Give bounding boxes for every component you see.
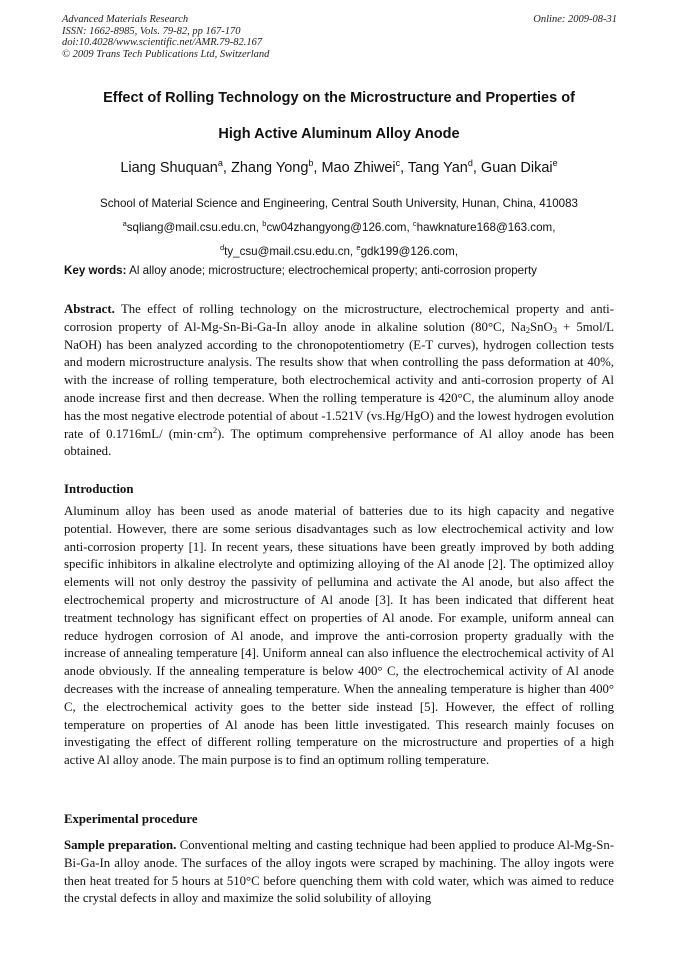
experimental-heading: Experimental procedure xyxy=(64,812,198,826)
email-e[interactable]: gdk199@126.com, xyxy=(360,245,459,258)
email-mark-a: a xyxy=(122,219,127,228)
abstract-paragraph xyxy=(64,301,614,461)
abstract-text-4: ). The optimum comprehensive performance of Al alloy anode has been obtained. xyxy=(64,426,614,459)
sample-preparation-paragraph xyxy=(64,837,614,908)
author-mark: b xyxy=(308,158,314,168)
email-d[interactable]: ty_csu@mail.csu.edu.cn, xyxy=(224,245,357,258)
author-name: Tang Yan xyxy=(407,160,468,176)
online-date: Online: 2009-08-31 xyxy=(533,14,617,25)
abstract-text-1: The effect of rolling technology on the microstructure, electrochemical property and anti-corrosion property of Al-Mg-Sn-Bi-Ga-In alloy anode in alkaline solution (80°C, Na xyxy=(64,302,614,334)
email-line-1 xyxy=(40,221,638,234)
author-separator: , xyxy=(400,160,408,176)
author-mark: d xyxy=(467,158,473,168)
author-name: Zhang Yong xyxy=(230,160,309,176)
email-line-2 xyxy=(40,245,638,258)
doi-line[interactable]: doi:10.4028/www.scientific.net/AMR.79-82.167 xyxy=(62,37,263,48)
copyright-line: © 2009 Trans Tech Publications Ltd, Switzerland xyxy=(62,48,270,60)
keywords-text: Al alloy anode; microstructure; electrochemical property; anti-corrosion property xyxy=(126,264,537,277)
email-a[interactable]: sqliang@mail.csu.edu.cn, xyxy=(126,221,263,234)
author-separator: , xyxy=(472,160,481,176)
journal-header xyxy=(62,14,617,60)
abstract-label: Abstract. xyxy=(64,302,115,316)
email-b[interactable]: cw04zhangyong@126.com, xyxy=(266,221,413,234)
journal-name: Advanced Materials Research xyxy=(62,14,189,25)
abstract-text-3: + 5mol/L NaOH) has been analyzed according to the chronopotentiometry (E-T curves), hydrogen collection tests and modern microstructure analysis. The results show that when controlling the pass deformation at 40%, with the increase of rolling temperature, both electrochemical activity and anti-corrosion property of Al anode increase first and then decrease. When the rolling temperature is 420°C, the aluminum alloy anode has the most negative electrode potential of about -1.521V (vs.Hg/HgO) and the lowest hydrogen evolution rate of 0.1716mL/ (min·cm xyxy=(64,319,615,441)
introduction-heading: Introduction xyxy=(64,482,134,496)
abstract-subscript-1: 2 xyxy=(525,324,531,335)
author-name: Liang Shuquan xyxy=(120,160,218,176)
author-separator: , xyxy=(313,160,322,176)
sample-preparation-text: Conventional melting and casting technique had been applied to produce Al-Mg-Sn-Bi-Ga-In alloy anode. The surfaces of the alloy ingots were scraped by machining. The alloy ingots were then heat treated for 5 hours at 510°C before quenching them with cold water, which was aimed to reduce the crystal defects in alloy and maximize the solid solubility of alloying xyxy=(64,838,614,906)
keywords-line xyxy=(64,264,619,277)
abstract-subscript-2: 3 xyxy=(552,324,558,335)
abstract-text-2: SnO xyxy=(530,319,553,334)
keywords-label: Key words: xyxy=(64,264,127,277)
email-mark-d: d xyxy=(219,243,225,252)
author-mark: c xyxy=(395,158,401,168)
author-name: Guan Dikai xyxy=(480,160,553,176)
author-mark: e xyxy=(552,158,558,168)
paper-title-line-1: Effect of Rolling Technology on the Microstructure and Properties of xyxy=(103,90,575,106)
author-mark: a xyxy=(217,158,223,168)
email-mark-b: b xyxy=(262,219,267,228)
author-name: Mao Zhiwei xyxy=(321,160,396,176)
affiliation: School of Material Science and Engineering, Central South University, Hunan, China, 410083 xyxy=(100,197,578,210)
paper-title-line-2: High Active Aluminum Alloy Anode xyxy=(218,126,460,142)
author-list xyxy=(40,160,638,176)
sample-preparation-label: Sample preparation. xyxy=(64,838,177,852)
email-mark-c: c xyxy=(412,219,417,228)
issn-line: ISSN: 1662-8985, Vols. 79-82, pp 167-170 xyxy=(62,25,241,37)
author-separator: , xyxy=(222,160,231,176)
email-mark-e: e xyxy=(356,243,361,252)
email-c[interactable]: hawknature168@163.com, xyxy=(416,221,556,234)
introduction-paragraph: Aluminum alloy has been used as anode material of batteries due to its high capacity and negative potential. However, there are some serious disadvantages such as low electrochemical activity and low anti-corrosion property [1]. In recent years, these situations have been greatly improved by both adding specific inhibitors in alkaline electrolyte and optimizing alloying of the Al anode [2]. The optimized alloy elements will not only destroy the passivity of pellumina and activate the Al anode, but also affect the electrochemical property and microstructure of Al anode [3]. It has been indicated that different heat treatment technology has significant effect on properties of Al anode. For example, uniform anneal can reduce hydrogen corrosion of Al anode, and improve the anti-corrosion property gradually with the increase of annealing temperature [4]. Uniform anneal can also influence the electrochemical activity of Al anode obviously. If the annealing temperature is below 400° C, the electrochemical activity of Al anode decreases with the increase of annealing temperature. When the annealing temperature is higher than 400° C, the electrochemical activity goes to the better side instead [5]. However, the effect of rolling temperature on properties of Al anode has been little investigated. This research mainly focuses on investigating the effect of different rolling temperature on the microstructure and properties of a high active Al alloy anode. The main purpose is to find an optimum rolling temperature. xyxy=(64,504,614,768)
abstract-superscript: 2 xyxy=(212,424,218,435)
